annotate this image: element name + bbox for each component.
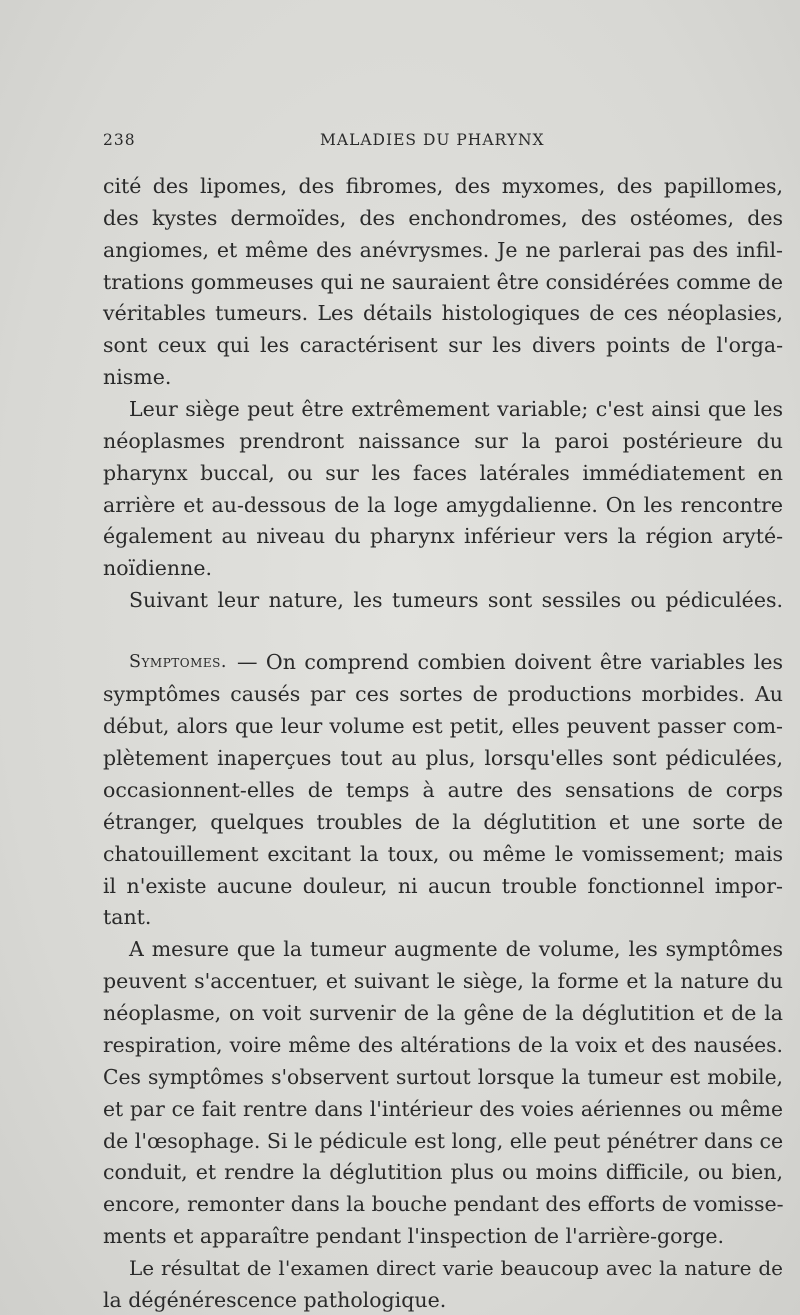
- text-line: pharynx buccal, ou sur les faces latérales immédiatement en: [103, 461, 783, 485]
- text-line: A mesure que la tumeur augmente de volume, les symptômes: [129, 937, 783, 961]
- text-line: tant.: [103, 905, 152, 929]
- text-line: peuvent s'accentuer, et suivant le siège, la forme et la nature du: [103, 969, 783, 993]
- section-heading: Symptomes.: [129, 652, 227, 672]
- text-line: nisme.: [103, 365, 172, 389]
- running-title: MALADIES DU PHARYNX: [320, 131, 545, 149]
- text-line: la dégénérescence pathologique.: [103, 1288, 447, 1312]
- text-line: sont ceux qui les caractérisent sur les divers points de l'orga-: [103, 333, 783, 357]
- text-line: cité des lipomes, des fibromes, des myxomes, des papillomes,: [103, 174, 783, 198]
- text-line: Leur siège peut être extrêmement variable; c'est ainsi que les: [129, 397, 783, 421]
- text-line: noïdienne.: [103, 556, 212, 580]
- text-line: symptômes causés par ces sortes de productions morbides. Au: [103, 682, 783, 706]
- page-number: 238: [103, 131, 136, 149]
- text-line: encore, remonter dans la bouche pendant des efforts de vomisse-: [103, 1192, 784, 1216]
- text-line: angiomes, et même des anévrysmes. Je ne parlerai pas des infil-: [103, 238, 783, 262]
- section-heading-line: [129, 650, 783, 674]
- text-line: véritables tumeurs. Les détails histologiques de ces néoplasies,: [103, 301, 783, 325]
- text-line: ments et apparaître pendant l'inspection de l'arrière-gorge.: [103, 1224, 725, 1248]
- text-line: également au niveau du pharynx inférieur vers la région aryté-: [103, 524, 783, 548]
- text-line: de l'œsophage. Si le pédicule est long, elle peut pénétrer dans ce: [103, 1129, 784, 1153]
- text-line: conduit, et rendre la déglutition plus ou moins difficile, ou bien,: [103, 1160, 783, 1184]
- text-line: Le résultat de l'examen direct varie beaucoup avec la nature de: [129, 1256, 783, 1280]
- text-line: néoplasmes prendront naissance sur la paroi postérieure du: [103, 429, 783, 453]
- text-line: plètement inaperçues tout au plus, lorsqu'elles sont pédiculées,: [103, 746, 783, 770]
- page-header: [103, 131, 783, 155]
- text-line: — On comprend combien doivent être variables les: [236, 650, 783, 674]
- text-line: chatouillement excitant la toux, ou même le vomissement; mais: [103, 842, 783, 866]
- text-line: arrière et au-dessous de la loge amygdalienne. On les rencontre: [103, 493, 783, 517]
- text-line: il n'existe aucune douleur, ni aucun trouble fonctionnel impor-: [103, 874, 783, 898]
- text-line: Ces symptômes s'observent surtout lorsque la tumeur est mobile,: [103, 1065, 783, 1089]
- text-line: néoplasme, on voit survenir de la gêne de la déglutition et de la: [103, 1001, 783, 1025]
- text-line: occasionnent-elles de temps à autre des sensations de corps: [103, 778, 783, 802]
- text-line: étranger, quelques troubles de la déglutition et une sorte de: [103, 810, 783, 834]
- text-line: début, alors que leur volume est petit, elles peuvent passer com-: [103, 714, 783, 738]
- text-line: respiration, voire même des altérations de la voix et des nausées.: [103, 1033, 783, 1057]
- text-line: des kystes dermoïdes, des enchondromes, des ostéomes, des: [103, 206, 783, 230]
- text-line: Suivant leur nature, les tumeurs sont sessiles ou pédiculées.: [129, 588, 783, 612]
- text-line: et par ce fait rentre dans l'intérieur des voies aériennes ou même: [103, 1097, 783, 1121]
- text-line: trations gommeuses qui ne sauraient être considérées comme de: [103, 270, 783, 294]
